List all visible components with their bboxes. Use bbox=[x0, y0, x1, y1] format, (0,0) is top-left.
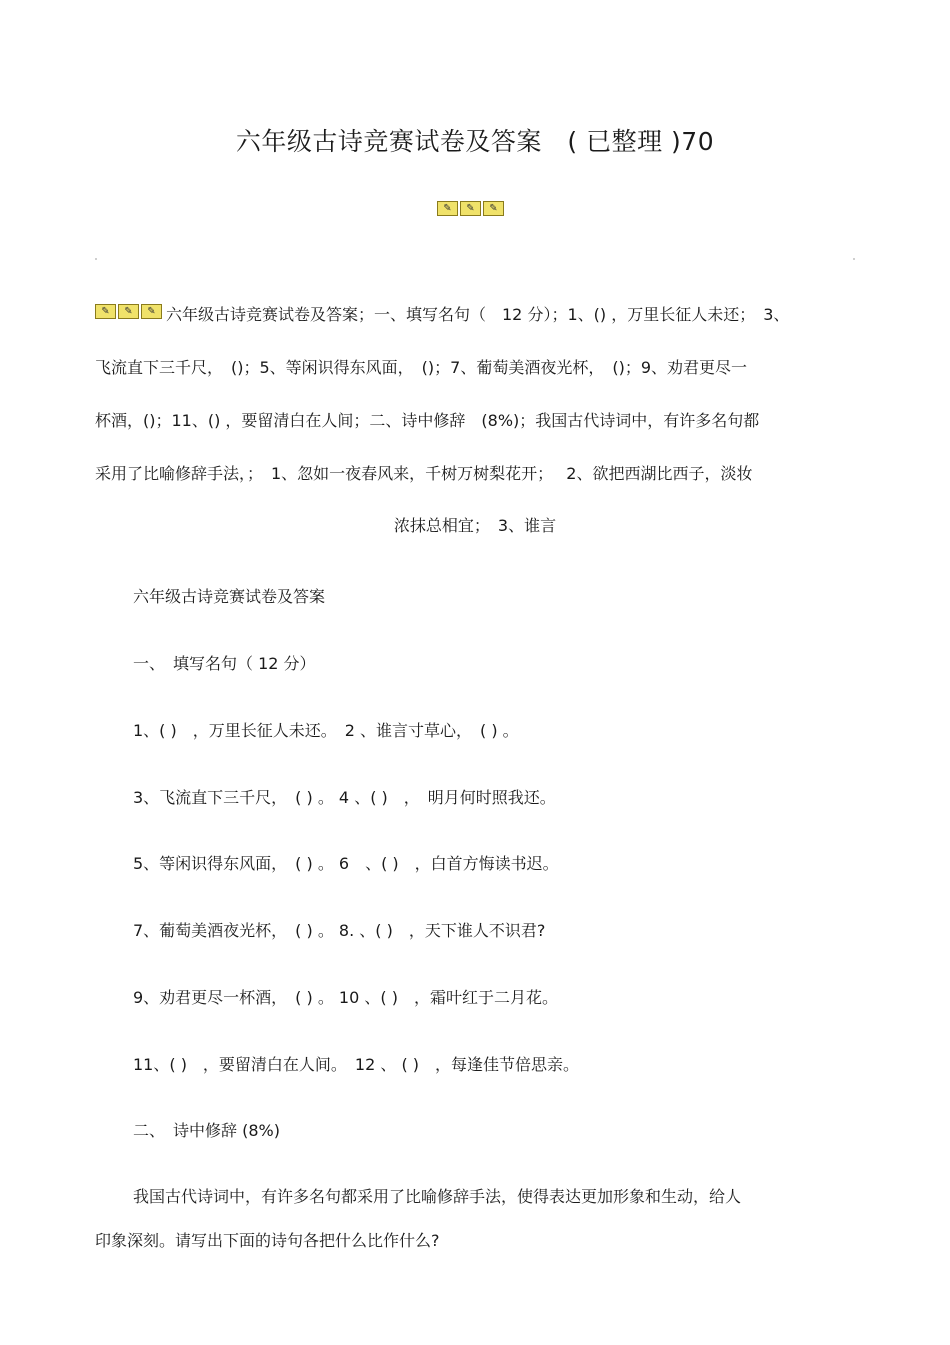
page-title: 六年级古诗竞赛试卷及答案 ( 已整理 )70 bbox=[235, 127, 715, 156]
pin-icon: ✎ bbox=[460, 201, 481, 216]
body-paragraph: 印象深刻。请写出下面的诗句各把什么比作什么? bbox=[95, 1231, 440, 1250]
summary-line: 采用了比喻修辞手法，； 1、忽如一夜春风来，千树万树梨花开； 2、欲把西湖比西子，淡妆 bbox=[95, 464, 753, 483]
pin-icon: ✎ bbox=[95, 304, 116, 319]
question-line: 1、( ) ，万里长征人未还。 2 、谁言寸草心， ( ) 。 bbox=[133, 721, 519, 740]
pin-icon: ✎ bbox=[483, 201, 504, 216]
summary-line: 浓抹总相宜； 3、谁言 bbox=[393, 516, 557, 535]
icon-strip-inline bbox=[95, 304, 162, 319]
body-paragraph: 我国古代诗词中，有许多名句都采用了比喻修辞手法，使得表达更加形象和生动，给人 bbox=[133, 1187, 742, 1206]
question-line: 9、劝君更尽一杯酒， ( ) 。 10 、( ) ，霜叶红于二月花。 bbox=[133, 988, 558, 1007]
corner-dot bbox=[853, 258, 855, 260]
section-title: 二、 诗中修辞 (8%) bbox=[133, 1121, 280, 1140]
summary-line: 飞流直下三千尺， ()；5、等闲识得东风面， ()；7、葡萄美酒夜光杯， ()；9、劝君更尽一 bbox=[95, 358, 747, 377]
corner-dot bbox=[95, 258, 97, 260]
summary-line: 六年级古诗竞赛试卷及答案；一、填写名句（ 12 分）；1、() ，万里长征人未还； 3、 bbox=[166, 305, 790, 324]
question-line: 11、( ) ，要留清白在人间。 12 、 ( ) ，每逢佳节倍思亲。 bbox=[133, 1055, 580, 1074]
question-line: 7、葡萄美酒夜光杯， ( ) 。 8. 、( ) ，天下谁人不识君? bbox=[133, 921, 546, 940]
question-line: 3、飞流直下三千尺， ( ) 。 4 、( ) ， 明月何时照我还。 bbox=[133, 788, 556, 807]
pin-icon: ✎ bbox=[118, 304, 139, 319]
summary-line: 杯酒，()；11、() ，要留清白在人间；二、诗中修辞 (8%)；我国古代诗词中，有许多名句都 bbox=[95, 411, 760, 430]
pin-icon: ✎ bbox=[437, 201, 458, 216]
icon-strip-top bbox=[437, 201, 504, 216]
pin-icon: ✎ bbox=[141, 304, 162, 319]
section-title: 一、 填写名句（ 12 分） bbox=[133, 654, 316, 673]
body-heading: 六年级古诗竞赛试卷及答案 bbox=[133, 587, 326, 606]
question-line: 5、等闲识得东风面， ( ) 。 6 、( ) ，白首方悔读书迟。 bbox=[133, 854, 559, 873]
